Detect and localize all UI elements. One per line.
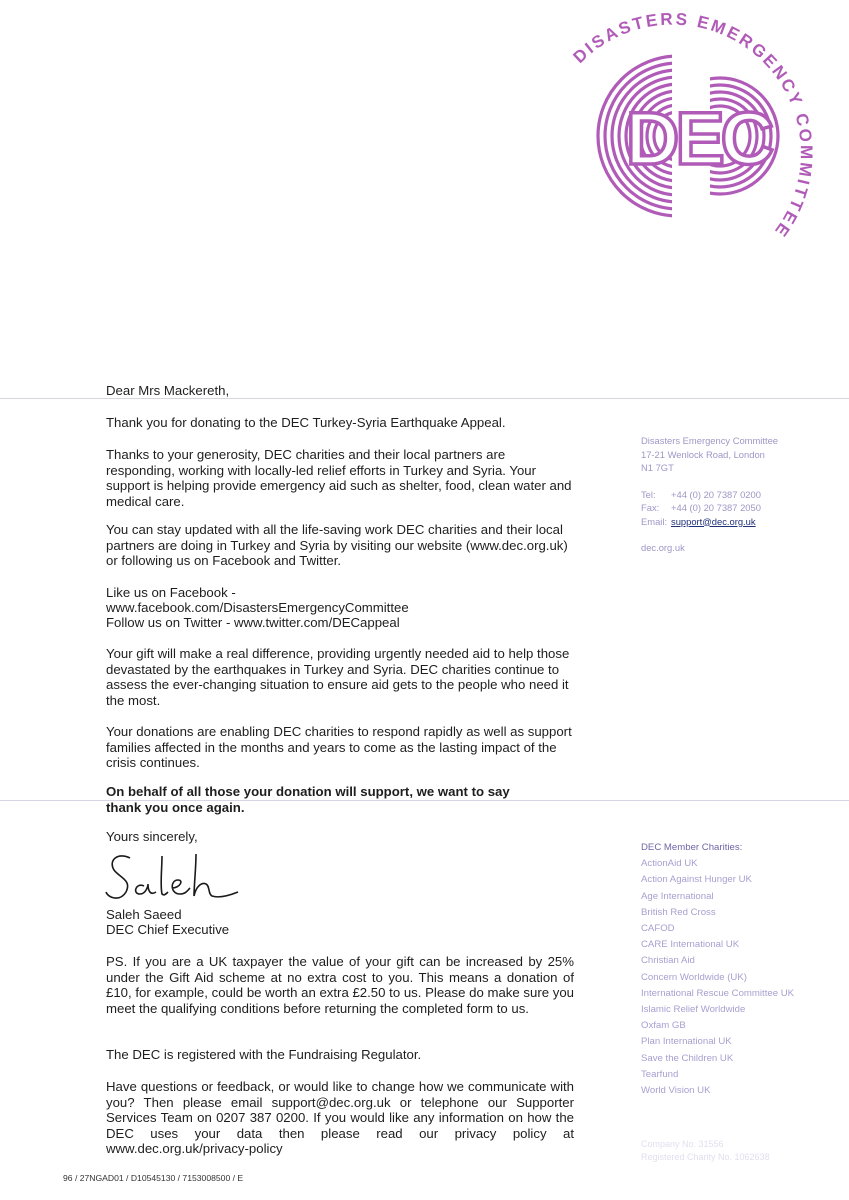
company-number: Company No. 31556 [641, 1139, 724, 1149]
para-gift: Your gift will make a real difference, providing urgently needed aid to help those devastated by the earthquakes in Turkey and Syria. DEC charities continue to assess the ever-changing situation to ensure aid gets to the people who need it the most. [106, 646, 570, 708]
member-charity-item: International Rescue Committee UK [641, 987, 795, 999]
social-facebook-label: Like us on Facebook - [106, 585, 236, 600]
salutation: Dear Mrs Mackereth, [106, 383, 230, 398]
member-charity-item: Oxfam GB [641, 1020, 686, 1032]
logo-arc-text: DISASTERS EMERGENCY COMMITTEE [569, 9, 816, 242]
member-charity-item: ActionAid UK [641, 858, 698, 870]
tel-label: Tel: [641, 488, 656, 500]
sidebar-contact [641, 434, 831, 555]
para-generosity: Thanks to your generosity, DEC charities and their local partners are responding, working with locally-led relief efforts in Turkey and Syria. Your support is helping provide emergency aid such as shelter, food, clean water and medical care. [106, 447, 572, 509]
member-charity-item: CAFOD [641, 923, 675, 935]
registration-numbers [641, 1138, 770, 1164]
signer-name: Saleh Saeed [106, 907, 182, 922]
member-charity-item: CARE International UK [641, 939, 740, 951]
para-updates: You can stay updated with all the life-saving work DEC charities and their local partners are doing in Turkey and Syria by visiting our website (www.dec.org.uk) or following us on Facebook and Twitter. [106, 522, 568, 568]
para-ps-gift-aid: PS. If you are a UK taxpayer the value of your gift can be increased by 25% under the Gift Aid scheme at no extra cost to you. This means a donation of £10, for example, could be worth an extra £2.50 to us. Please do make sure you meet the qualifying conditions before returning the completed form to us. [106, 954, 574, 1016]
member-charity-item: Islamic Relief Worldwide [641, 1004, 746, 1016]
fax-label: Fax: [641, 502, 660, 513]
logo-monogram: DEC [625, 97, 771, 180]
footer-reference: 96 / 27NGAD01 / D10545130 / 7153008500 / E [63, 1173, 244, 1183]
member-charities [641, 840, 841, 1099]
dec-logo [560, 4, 820, 244]
social-twitter: Follow us on Twitter - www.twitter.com/DECappeal [106, 615, 400, 630]
member-charity-item: World Vision UK [641, 1085, 711, 1097]
email-link[interactable]: support@dec.org.uk [671, 515, 756, 527]
member-charity-item: British Red Cross [641, 906, 716, 918]
sidebar-email [641, 515, 831, 529]
member-charity-item: Tearfund [641, 1068, 679, 1080]
member-charities-heading: DEC Member Charities: [641, 842, 743, 853]
social-facebook-url: www.facebook.com/DisastersEmergencyCommittee [106, 600, 409, 615]
para-registered: The DEC is registered with the Fundraising Regulator. [106, 1047, 422, 1062]
member-charities-list [641, 856, 841, 1099]
member-charity-item: Age International [641, 890, 714, 902]
handwritten-signature [100, 848, 250, 908]
member-charity-item: Save the Children UK [641, 1052, 734, 1064]
para-donations: Your donations are enabling DEC charities to respond rapidly as well as support families affected in the months and years to come as the lasting impact of the crisis continues. [106, 724, 572, 770]
para-thank-you-bold: On behalf of all those your donation will support, we want to say thank you once again. [106, 784, 510, 815]
sidebar-org: Disasters Emergency Committee [641, 435, 779, 446]
tel-value: +44 (0) 20 7387 0200 [671, 488, 761, 500]
email-label: Email: [641, 515, 668, 527]
sidebar-address-2: N1 7GT [641, 462, 674, 473]
member-charity-item: Christian Aid [641, 955, 695, 967]
para-thanks: Thank you for donating to the DEC Turkey-Syria Earthquake Appeal. [106, 415, 506, 430]
sidebar-web: dec.org.uk [641, 542, 685, 553]
fax-value: +44 (0) 20 7387 2050 [671, 502, 761, 513]
member-charity-item: Action Against Hunger UK [641, 874, 752, 886]
sidebar-fax [641, 501, 831, 515]
charity-number: Registered Charity No. 1062638 [641, 1152, 770, 1162]
member-charity-item: Concern Worldwide (UK) [641, 971, 747, 983]
sidebar-tel [641, 488, 831, 502]
para-questions: Have questions or feedback, or would like to change how we communicate with you? Then please email support@dec.org.uk or telephone our Supporter Services Team on 0207 387 0200. If you would like any information on how the DEC uses your data then please read our privacy policy at www.dec.org.uk/privacy-policy [106, 1079, 574, 1156]
member-charity-item: Plan International UK [641, 1036, 732, 1048]
signer-title: DEC Chief Executive [106, 922, 230, 937]
closing: Yours sincerely, [106, 829, 198, 844]
sidebar-address-1: 17-21 Wenlock Road, London [641, 448, 765, 460]
